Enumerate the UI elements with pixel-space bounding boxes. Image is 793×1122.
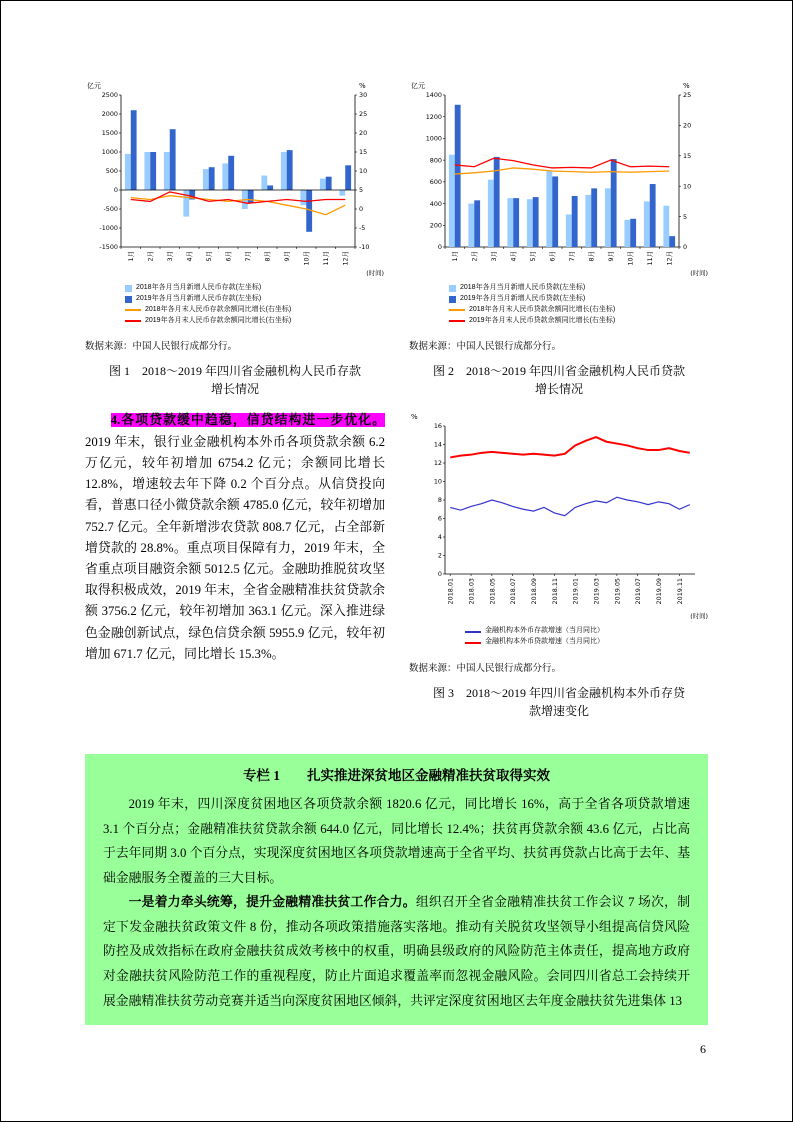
legend-item	[449, 305, 709, 316]
y2-tick-label: 25	[683, 91, 692, 100]
legend-line-swatch	[125, 309, 141, 311]
paragraph-loans-analysis	[85, 410, 385, 665]
x-tick-label: 11月	[646, 251, 655, 266]
y-tick-label: 4	[437, 533, 442, 542]
y2-tick-label: 0	[359, 205, 364, 214]
x-tick-label: 2018.03	[467, 578, 476, 605]
line-series	[131, 196, 346, 215]
y-tick-label: -500	[103, 205, 118, 214]
bar	[150, 152, 156, 190]
column-1-highlight-box	[85, 754, 708, 1025]
chart1-legend	[125, 283, 385, 326]
y-tick-label: 500	[105, 167, 118, 176]
y-tick-label: 1200	[425, 112, 442, 121]
legend-item	[449, 294, 709, 305]
box-title	[103, 764, 690, 784]
legend-item	[449, 316, 709, 327]
y-tick-label: 2	[437, 552, 442, 561]
bar	[267, 185, 273, 190]
legend-bar-swatch	[125, 285, 132, 292]
y-tick-label: 14	[433, 441, 442, 450]
x-tick-label: 4月	[509, 251, 518, 262]
bar	[183, 190, 189, 217]
x-tick-label: 9月	[607, 251, 616, 262]
y-tick-label: 8	[437, 496, 442, 505]
box-label: 专栏 1	[242, 768, 281, 784]
x-tick-label: 3月	[166, 251, 175, 262]
two-column-layout	[85, 79, 708, 720]
bar	[605, 188, 611, 247]
bar	[300, 190, 306, 205]
bar	[507, 198, 513, 247]
bar	[164, 152, 170, 190]
y-tick-label: 1500	[101, 129, 118, 138]
figure-2-loans	[409, 79, 709, 398]
bar	[203, 169, 209, 190]
left-column	[85, 79, 385, 720]
x-tick-label: 12月	[341, 251, 350, 266]
left-axis-unit: 亿元	[411, 82, 425, 90]
box-paragraph-2-lead: 一是着力牵头统筹，提升金融精准扶贫工作合力。	[128, 895, 416, 910]
bar	[320, 179, 326, 190]
x-tick-label: 2018.11	[550, 578, 559, 605]
legend-line-swatch	[449, 309, 465, 311]
y-tick-label: 12	[433, 459, 442, 468]
figure-1-caption: 图 1 2018～2019 年四川省金融机构人民币存款增长情况	[108, 364, 361, 397]
y2-tick-label: -10	[359, 243, 370, 252]
y2-tick-label: 30	[359, 91, 368, 100]
y-tick-label: 800	[429, 156, 442, 165]
bar	[281, 152, 287, 190]
bar	[209, 167, 215, 190]
bar	[644, 201, 650, 247]
x-tick-label: 2019.03	[592, 578, 601, 605]
left-axis-unit: 亿元	[87, 82, 101, 90]
bar	[474, 200, 480, 247]
legend-item	[449, 283, 709, 294]
y2-tick-label: 5	[683, 212, 688, 221]
x-tick-label: 12月	[665, 251, 674, 266]
bar	[624, 220, 630, 247]
bar	[468, 204, 474, 247]
bar	[125, 154, 131, 190]
y2-tick-label: 10	[683, 182, 692, 191]
bar	[326, 177, 332, 190]
y-tick-label: -1500	[99, 243, 118, 252]
legend-line-swatch	[449, 320, 465, 322]
y-tick-label: 400	[429, 199, 442, 208]
x-tick-label: 2018.05	[488, 578, 497, 605]
y-tick-label: -1000	[99, 224, 118, 233]
bar	[552, 176, 558, 247]
y2-tick-label: 10	[359, 167, 368, 176]
legend-label: 2019年各月当月新增人民币存款(左坐标)	[136, 294, 262, 302]
y2-tick-label: -5	[359, 224, 366, 233]
legend-label: 2019年各月当月新增人民币贷款(左坐标)	[460, 294, 586, 302]
x-tick-label: 7月	[568, 251, 577, 262]
time-axis-label: (时间)	[690, 612, 708, 621]
bar	[170, 129, 176, 190]
deposits-growth-chart	[85, 79, 385, 279]
x-tick-label: 2019.09	[654, 578, 663, 605]
data-source-note: 数据来源：中国人民银行成都分行。	[85, 342, 238, 353]
data-source-note: 数据来源：中国人民银行成都分行。	[409, 342, 562, 353]
x-tick-label: 9月	[283, 251, 292, 262]
data-source-note: 数据来源：中国人民银行成都分行。	[409, 664, 562, 675]
y-tick-label: 0	[437, 243, 442, 252]
box-title-text: 扎实推进深贫地区金融精准扶贫取得实效	[307, 768, 551, 784]
x-tick-label: 8月	[263, 251, 272, 262]
x-tick-label: 10月	[302, 251, 311, 266]
y-tick-label: 1400	[425, 91, 442, 100]
bar	[488, 180, 494, 247]
legend-label: 2019年各月末人民币贷款余额同比增长(右坐标)	[469, 316, 616, 324]
bar	[261, 176, 267, 190]
legend-line-swatch	[465, 642, 481, 644]
bar	[248, 190, 254, 203]
x-tick-label: 10月	[626, 251, 635, 266]
box-paragraph-2-body: 组织召开全省金融精准扶贫工作会议 7 场次，制定下发金融扶贫政策文件 8 份，推动各项政策措施落实落地。推动有关脱贫攻坚领导小组提高信贷风险防控及成效指标在政府金融扶贫成效考核中的权重，明确县级政府的风险防范主体责任，提高地方政府对金融扶贫风险防范工作的重视程度，防止片面追求覆盖率而忽视金融风险。会同四川省总工会持续开展金融精准扶贫劳动竞赛并适当向深度贫困地区倾斜，共评定深度贫困地区去年度金融扶贫先进集体 13	[103, 895, 691, 1008]
legend-label: 金融机构本外币贷款增速（当月同比）	[485, 638, 604, 646]
bar	[339, 190, 345, 196]
y-tick-label: 6	[437, 515, 442, 524]
bar	[345, 165, 351, 190]
right-column	[409, 79, 709, 720]
y-tick-label: 2500	[101, 91, 118, 100]
legend-label: 金融机构本外币存款增速（当月同比）	[485, 627, 604, 635]
legend-line-swatch	[465, 631, 481, 633]
legend-bar-swatch	[125, 296, 132, 303]
right-axis-unit: %	[683, 82, 690, 90]
x-tick-label: 2月	[146, 251, 155, 262]
chart3-legend	[465, 626, 709, 648]
x-tick-label: 2019.01	[571, 578, 580, 605]
bar	[546, 171, 552, 247]
x-tick-label: 2018.01	[446, 578, 455, 605]
line-series	[450, 437, 690, 457]
x-tick-label: 2019.07	[634, 578, 643, 605]
figure-2-caption: 图 2 2018～2019 年四川省金融机构人民币贷款增长情况	[432, 364, 685, 397]
time-axis-label: (时间)	[690, 269, 708, 277]
figure-3-growth-rates	[409, 410, 709, 720]
bar	[287, 150, 293, 190]
legend-label: 2019年各月末人民币存款余额同比增长(右坐标)	[145, 316, 292, 324]
x-tick-label: 2月	[470, 251, 479, 262]
x-tick-label: 7月	[244, 251, 253, 262]
bar	[131, 110, 137, 190]
bar	[630, 219, 636, 247]
bar	[222, 163, 228, 190]
bar	[669, 236, 675, 247]
legend-item	[465, 637, 709, 648]
loans-growth-chart	[409, 79, 709, 279]
fx-deposit-loan-growth-chart	[409, 410, 709, 622]
x-tick-label: 2018.07	[509, 578, 518, 605]
legend-item	[125, 305, 385, 316]
y-tick-label: 2000	[101, 110, 118, 119]
legend-item	[125, 294, 385, 305]
figure-1-deposits	[85, 79, 385, 398]
y2-tick-label: 20	[359, 129, 368, 138]
bar	[591, 188, 597, 247]
y-tick-label: 16	[433, 422, 442, 431]
bar	[144, 152, 150, 190]
bar	[533, 197, 539, 247]
bar	[228, 156, 234, 190]
bar	[585, 195, 591, 247]
x-tick-label: 5月	[205, 251, 214, 262]
x-tick-label: 2019.05	[613, 578, 622, 605]
bar	[449, 155, 455, 247]
x-tick-label: 5月	[529, 251, 538, 262]
y-tick-label: 600	[429, 178, 442, 187]
bar	[527, 199, 533, 247]
legend-label: 2018年各月当月新增人民币存款(左坐标)	[136, 284, 262, 291]
legend-item	[125, 316, 385, 327]
x-tick-label: 4月	[185, 251, 194, 262]
highlighted-lead-sentence: 4.各项贷款缓中趋稳，信贷结构进一步优化。	[110, 413, 385, 428]
paragraph-body-text: 2019 年末，银行业金融机构本外币各项贷款余额 6.2 万亿元，较年初增加 6754.2 亿元；余额同比增长 12.8%，增速较去年下降 0.2 个百分点。从信贷投向看，普惠口径小微贷款余额 4785.0 亿元，较年初增加 752.7 亿元。全年新增涉农贷款 808.7 亿元，占全部新增贷款的 28.8%。重点项目保障有力，2019 年末，全省重点项目融资余额 5012.5 亿元。金融助推脱贫攻坚取得积极成效，2019 年末，全省金融精准扶贫贷款余额 3756.2 亿元，较年初增加 363.1 亿元。深入推进绿色金融创新试点，绿色信贷余额 5955.9 亿元，较年初增加 671.7 亿元，同比增长 15.3%。	[85, 434, 385, 661]
legend-label: 2018年各月当月新增人民币贷款(左坐标)	[460, 284, 586, 291]
y2-tick-label: 5	[359, 186, 364, 195]
bar	[455, 105, 461, 247]
right-axis-unit: %	[359, 82, 366, 90]
legend-item	[125, 283, 385, 294]
x-tick-label: 2018.09	[529, 578, 538, 605]
legend-bar-swatch	[449, 285, 456, 292]
line-series	[450, 498, 690, 516]
line-series	[455, 158, 670, 168]
bar	[572, 196, 578, 247]
x-tick-label: 2019.11	[675, 578, 684, 605]
y-tick-label: 1000	[425, 134, 442, 143]
legend-bar-swatch	[449, 296, 456, 303]
x-tick-label: 1月	[451, 251, 460, 262]
y-tick-label: 10	[433, 478, 442, 487]
y-tick-label: 1000	[101, 148, 118, 157]
legend-label: 2018年各月末人民币贷款余额同比增长(右坐标)	[469, 305, 616, 313]
legend-label: 2018年各月末人民币存款余额同比增长(右坐标)	[145, 305, 292, 313]
y-tick-label: 200	[429, 221, 442, 230]
line-series	[455, 168, 670, 174]
box-paragraph-1: 2019 年末，四川深度贫困地区各项贷款余额 1820.6 亿元，同比增长 16%，高于全省各项贷款增速 3.1 个百分点；金融精准扶贫贷款余额 644.0 亿元，同比增长 12.4%；扶贫再贷款余额 43.6 亿元，占比高于去年同期 3.0 个百分点，实现深度贫困地区各项贷款增速高于全省平均、扶贫再贷款占比高于去年、基础金融服务全覆盖的三大目标。	[103, 797, 690, 885]
x-tick-label: 1月	[127, 251, 136, 262]
chart2-legend	[449, 283, 709, 326]
y2-tick-label: 0	[683, 243, 688, 252]
bar	[566, 214, 572, 247]
x-tick-label: 8月	[587, 251, 596, 262]
page-number: 6	[700, 1042, 706, 1056]
x-tick-label: 11月	[322, 251, 331, 266]
bar	[513, 198, 519, 247]
y2-tick-label: 15	[683, 152, 692, 160]
legend-item	[465, 626, 709, 637]
y2-tick-label: 15	[359, 148, 368, 157]
box-paragraph-2	[103, 890, 690, 1013]
left-axis-unit: %	[411, 413, 418, 422]
time-axis-label: (时间)	[366, 269, 384, 277]
figure-3-caption: 图 3 2018～2019 年四川省金融机构本外币存贷款增速变化	[432, 686, 685, 719]
bar	[650, 184, 656, 247]
x-tick-label: 6月	[548, 251, 557, 262]
legend-line-swatch	[125, 320, 141, 322]
x-tick-label: 6月	[224, 251, 233, 262]
bar	[663, 206, 669, 247]
y2-tick-label: 20	[683, 121, 692, 130]
y2-tick-label: 25	[359, 110, 368, 119]
y-tick-label: 0	[113, 186, 118, 195]
y-tick-label: 0	[437, 570, 442, 579]
x-tick-label: 3月	[490, 251, 499, 262]
